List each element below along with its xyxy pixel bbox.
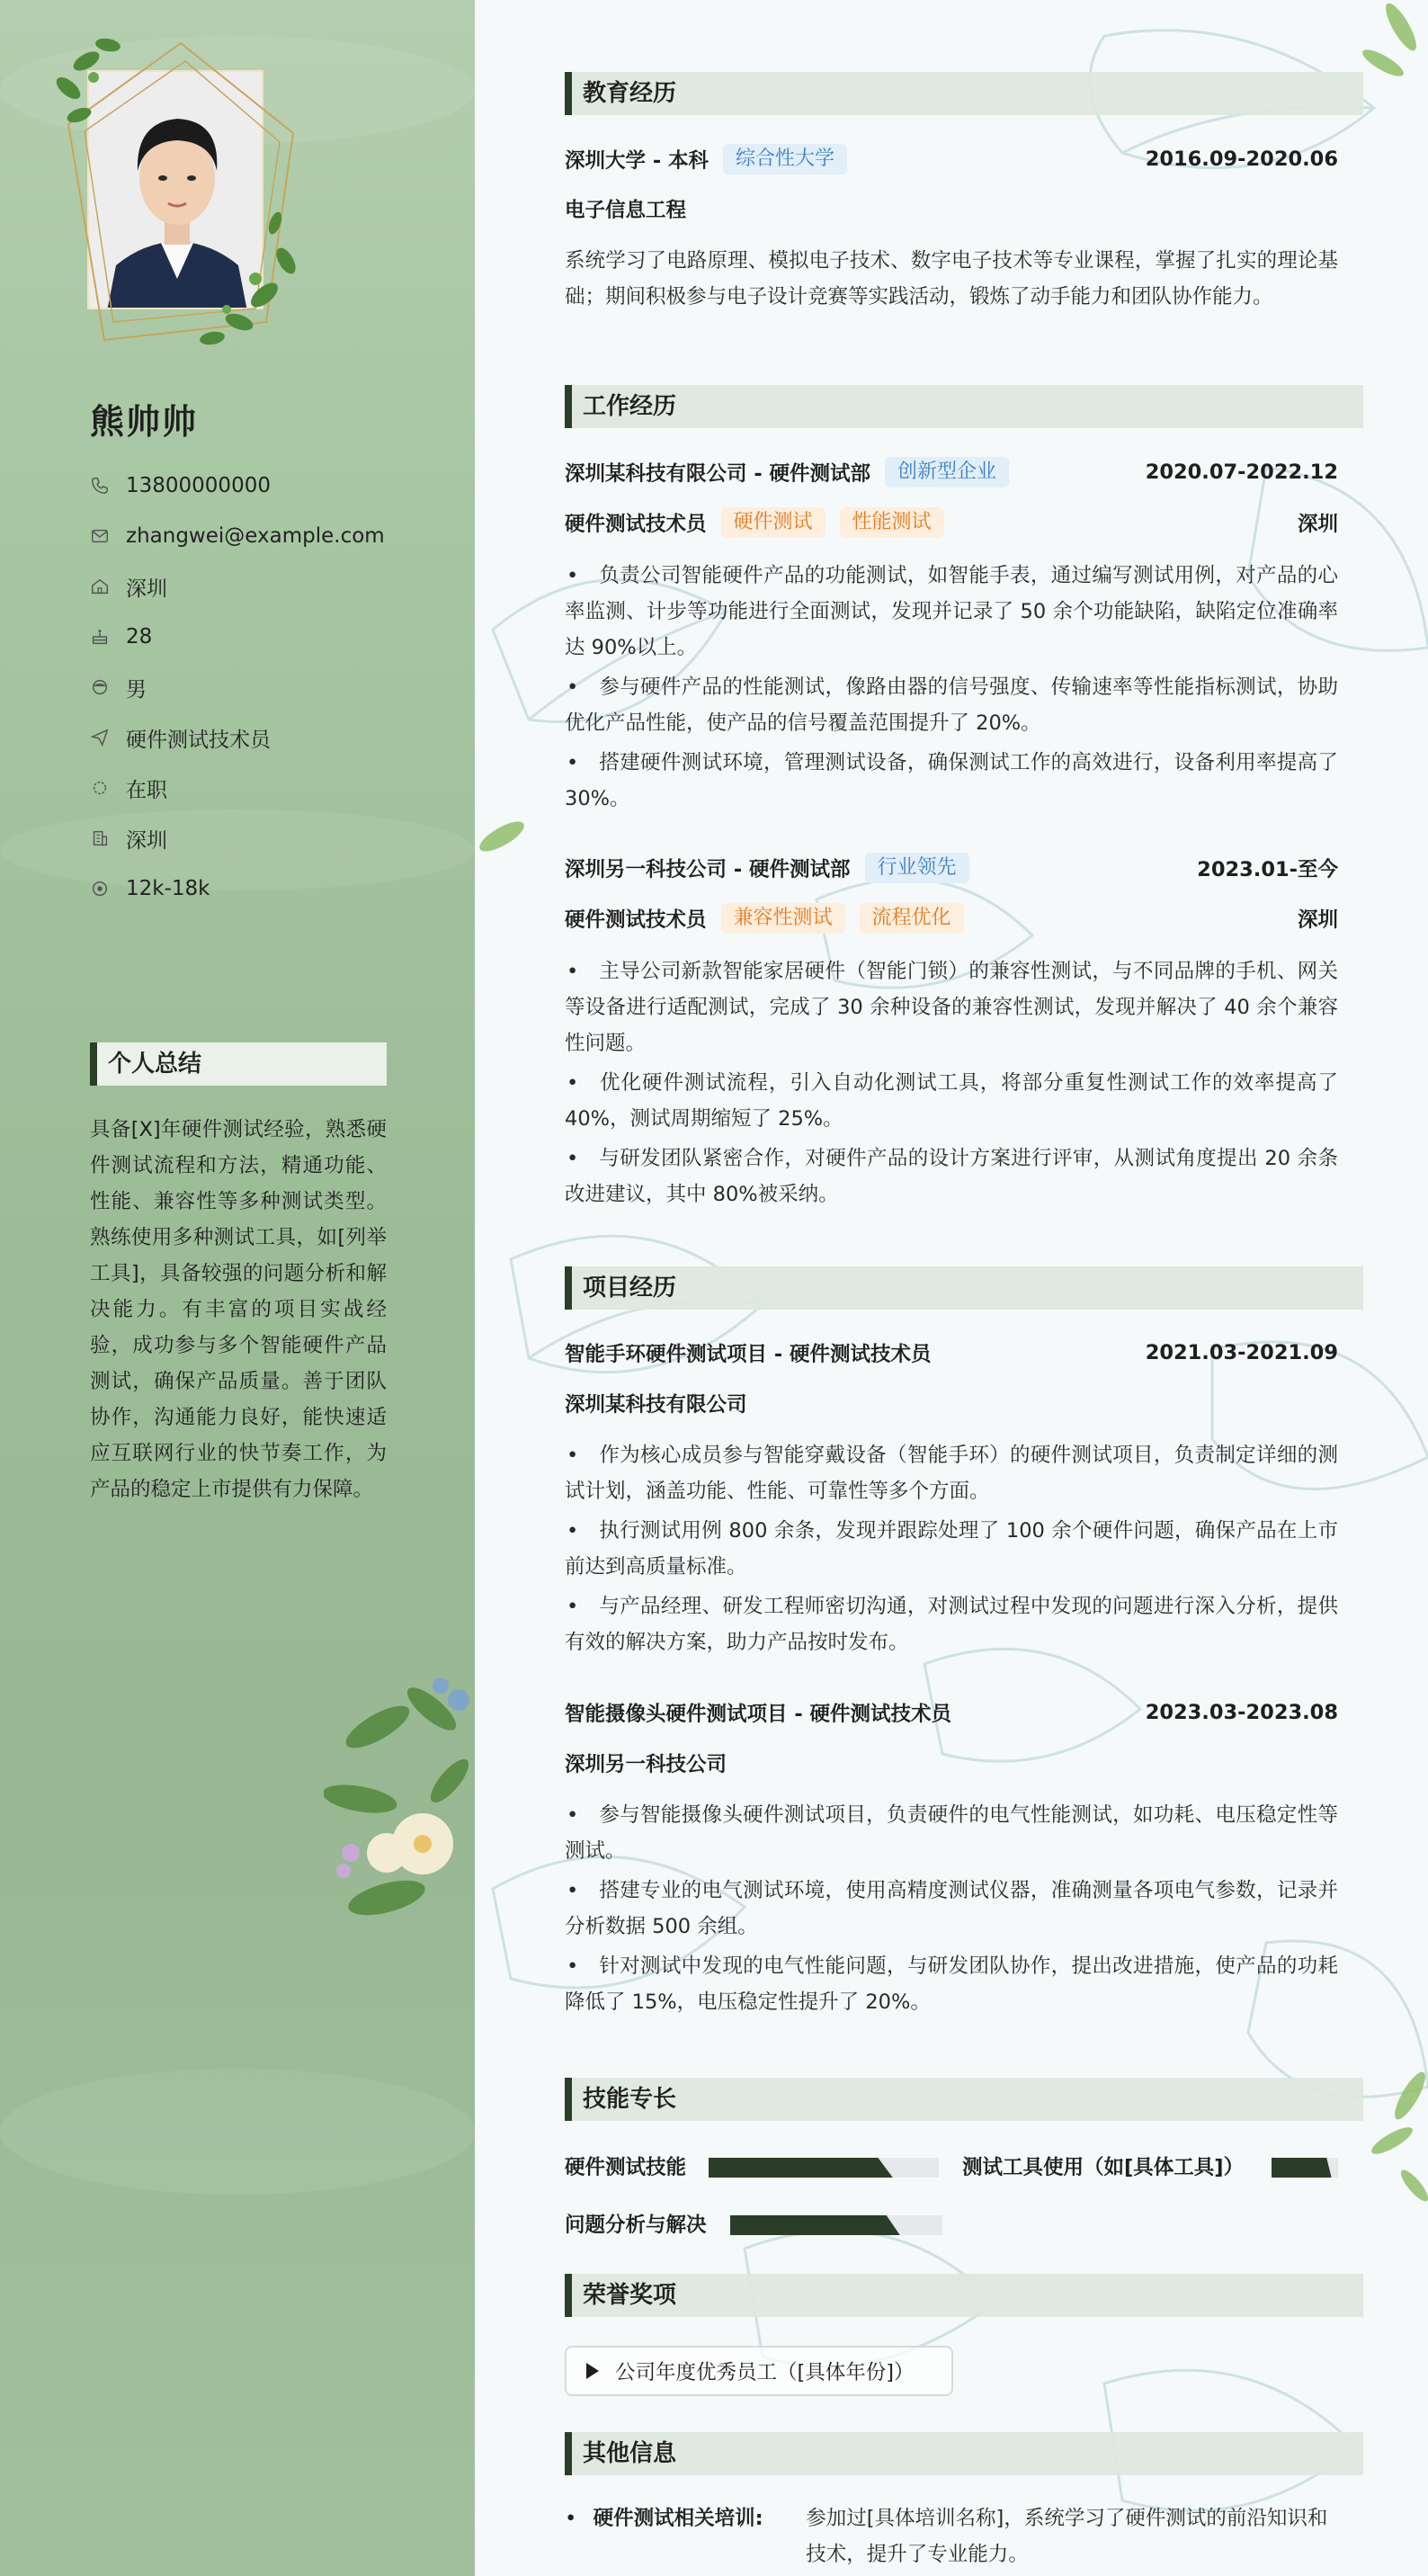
skill-bar-fill — [709, 2158, 893, 2178]
main-content — [475, 0, 1428, 2576]
education-major: 电子信息工程 — [565, 199, 687, 222]
honors-title: 荣誉奖项 — [565, 2274, 1363, 2317]
project-2-company: 深圳另一科技公司 — [565, 1753, 727, 1776]
job-2-skill: 流程优化 — [860, 903, 964, 934]
info-phone-value: 13800000000 — [126, 474, 271, 497]
list-item: • 优化硬件测试流程，引入自动化测试工具，将部分重复性测试工作的效率提高了 40%，测试周期缩短了 25%。 — [565, 1065, 1338, 1137]
job-1-date: 2020.07-2022.12 — [1145, 461, 1338, 484]
salary-icon — [90, 879, 110, 899]
info-salary-value: 12k-18k — [126, 877, 210, 900]
gender-icon — [90, 677, 110, 697]
building-icon — [90, 828, 110, 848]
status-icon — [90, 778, 110, 798]
other-title: 其他信息 — [565, 2432, 1363, 2475]
project-1-company-row — [565, 1389, 1338, 1418]
flower-decoration-icon — [324, 1673, 475, 1961]
honor-item[interactable] — [565, 2346, 953, 2396]
education-tag: 综合性大学 — [723, 144, 847, 174]
send-icon — [90, 728, 110, 747]
list-item: • 执行测试用例 800 余条，发现并跟踪处理了 100 余个硬件问题，确保产品在上市前达到高质量标准。 — [565, 1513, 1338, 1585]
job-2-company: 深圳另一科技公司 - 硬件测试部 — [565, 858, 851, 881]
job-1-role: 硬件测试技术员 — [565, 513, 707, 536]
job-1-skill: 硬件测试 — [721, 507, 826, 538]
info-status — [90, 763, 450, 813]
other-label: 硬件测试相关培训: — [593, 2507, 763, 2530]
education-title: 教育经历 — [565, 72, 1363, 115]
project-2-name: 智能摄像头硬件测试项目 - 硬件测试技术员 — [565, 1703, 952, 1726]
leaf-frame-icon — [50, 25, 311, 367]
skill-label: 硬件测试技能 — [565, 2156, 687, 2179]
list-item: • 搭建硬件测试环境，管理测试设备，确保测试工作的高效进行，设备利用率提高了 30%。 — [565, 745, 1338, 817]
home-icon — [90, 577, 110, 596]
list-item: • 搭建专业的电气测试环境，使用高精度测试仪器，准确测量各项电气参数，记录并分析数据 500 余组。 — [565, 1873, 1338, 1945]
sidebar-texture — [0, 2069, 475, 2195]
project-1-bullets — [565, 1437, 1338, 1664]
education-school: 深圳大学 - 本科 — [565, 149, 710, 173]
skill-label: 问题分析与解决 — [565, 2214, 707, 2237]
phone-icon — [90, 476, 110, 496]
skill-bar-fill — [1272, 2158, 1332, 2178]
projects-title: 项目经历 — [565, 1266, 1363, 1310]
skill-bar — [1272, 2158, 1338, 2178]
info-age-value: 28 — [126, 625, 153, 648]
education-desc: 系统学习了电路原理、模拟电子技术、数字电子技术等专业课程，掌握了扎实的理论基础；期间积极参与电子设计竞赛等实践活动，锻炼了动手能力和团队协作能力。 — [565, 249, 1338, 309]
skills-title: 技能专长 — [565, 2078, 1363, 2121]
email-icon — [90, 526, 110, 546]
info-position-value: 硬件测试技术员 — [126, 728, 271, 752]
project-1-date: 2021.03-2021.09 — [1145, 1341, 1338, 1364]
job-1-role-row — [565, 507, 1338, 538]
list-item: • 与产品经理、研发工程师密切沟通，对测试过程中发现的问题进行深入分析，提供有效的解决方案，助力产品按时发布。 — [565, 1588, 1338, 1660]
info-email — [90, 511, 450, 561]
info-position — [90, 712, 450, 763]
job-1-tag: 创新型企业 — [885, 457, 1009, 487]
job-1-city: 深圳 — [1297, 513, 1338, 536]
work-title: 工作经历 — [565, 385, 1363, 428]
cake-icon — [90, 627, 110, 647]
job-1-company: 深圳某科技有限公司 - 硬件测试部 — [565, 462, 871, 486]
bullet-icon: • — [565, 2507, 577, 2530]
info-city — [90, 813, 450, 863]
education-major-row — [565, 194, 1338, 223]
skill-label: 测试工具使用（如[具体工具]） — [962, 2156, 1245, 2179]
avatar-frame — [50, 25, 311, 367]
project-1-header — [565, 1338, 1338, 1367]
skill-bar — [730, 2215, 942, 2235]
list-item: • 针对测试中发现的电气性能问题，与研发团队协作，提出改进措施，使产品的功耗降低了 15%，电压稳定性提升了 20%。 — [565, 1948, 1338, 2020]
honor-item-label: 公司年度优秀员工（[具体年份]） — [615, 2361, 915, 2384]
info-email-value: zhangwei@example.com — [126, 524, 385, 548]
job-1-skill: 性能测试 — [840, 507, 944, 538]
project-1-name: 智能手环硬件测试项目 - 硬件测试技术员 — [565, 1343, 932, 1366]
info-gender — [90, 662, 450, 712]
summary-text: 具备[X]年硬件测试经验，熟悉硬件测试流程和方法，精通功能、性能、兼容性等多种测试类型。熟练使用多种测试工具，如[列举工具]，具备较强的问题分析和解决能力。有丰富的项目实战经验，成功参与多个智能硬件产品测试，确保产品质量。善于团队协作，沟通能力良好，能快速适应互联网行业的快节奏工作，为产品的稳定上市提供有力保障。 — [90, 1118, 387, 1501]
sidebar — [0, 0, 475, 2576]
contact-info-list — [90, 461, 450, 914]
info-status-value: 在职 — [126, 778, 167, 802]
education-date: 2016.09-2020.06 — [1145, 148, 1338, 171]
info-salary — [90, 863, 450, 914]
project-2-date: 2023.03-2023.08 — [1145, 1701, 1338, 1724]
job-1-header — [565, 457, 1338, 487]
play-triangle-icon — [586, 2363, 599, 2379]
list-item: • 参与硬件产品的性能测试，像路由器的信号强度、传输速率等性能指标测试，协助优化产品性能，使产品的信号覆盖范围提升了 20%。 — [565, 669, 1338, 741]
list-item: • 负责公司智能硬件产品的功能测试，如智能手表，通过编写测试用例，对产品的心率监测、计步等功能进行全面测试，发现并记录了 50 余个功能缺陷，缺陷定位准确率达 90%以上。 — [565, 558, 1338, 666]
job-2-header — [565, 853, 1338, 883]
list-item: • 与研发团队紧密合作，对硬件产品的设计方案进行评审，从测试角度提出 20 余条改进建议，其中 80%被采纳。 — [565, 1140, 1338, 1212]
job-2-role-row — [565, 903, 1338, 934]
skills-row-1 — [565, 2148, 1338, 2184]
summary-title: 个人总结 — [90, 1042, 387, 1086]
other-info — [565, 2500, 1338, 2572]
info-location-value: 深圳 — [126, 577, 167, 601]
info-phone — [90, 461, 450, 511]
info-gender-value: 男 — [126, 677, 147, 702]
job-2-role: 硬件测试技术员 — [565, 908, 707, 932]
info-age — [90, 612, 450, 662]
other-text: 参加过[具体培训名称]，系统学习了硬件测试的前沿知识和技术，提升了专业能力。 — [806, 2507, 1328, 2566]
job-2-city: 深圳 — [1297, 908, 1338, 932]
job-2-bullets — [565, 953, 1338, 1216]
skills-row-2 — [565, 2205, 1338, 2241]
project-2-header — [565, 1698, 1338, 1727]
list-item: • 作为核心成员参与智能穿戴设备（智能手环）的硬件测试项目，负责制定详细的测试计划，涵盖功能、性能、可靠性等多个方面。 — [565, 1437, 1338, 1509]
job-2-date: 2023.01-至今 — [1197, 858, 1338, 881]
job-1-bullets — [565, 558, 1338, 820]
skill-bar-fill — [730, 2215, 900, 2235]
job-2-tag: 行业领先 — [865, 853, 969, 883]
list-item: • 主导公司新款智能家居硬件（智能门锁）的兼容性测试，与不同品牌的手机、网关等设备进行适配测试，完成了 30 余种设备的兼容性测试，发现并解决了 40 余个兼容性问题。 — [565, 953, 1338, 1061]
skill-bar — [709, 2158, 939, 2178]
education-header — [565, 144, 1338, 174]
info-city-value: 深圳 — [126, 828, 167, 853]
project-2-bullets — [565, 1797, 1338, 2024]
project-2-company-row — [565, 1749, 1338, 1777]
list-item: • 参与智能摄像头硬件测试项目，负责硬件的电气性能测试，如功耗、电压稳定性等测试。 — [565, 1797, 1338, 1869]
profile-name: 熊帅帅 — [90, 402, 199, 442]
info-location — [90, 561, 450, 612]
job-2-skill: 兼容性测试 — [721, 903, 845, 934]
project-1-company: 深圳某科技有限公司 — [565, 1393, 747, 1417]
